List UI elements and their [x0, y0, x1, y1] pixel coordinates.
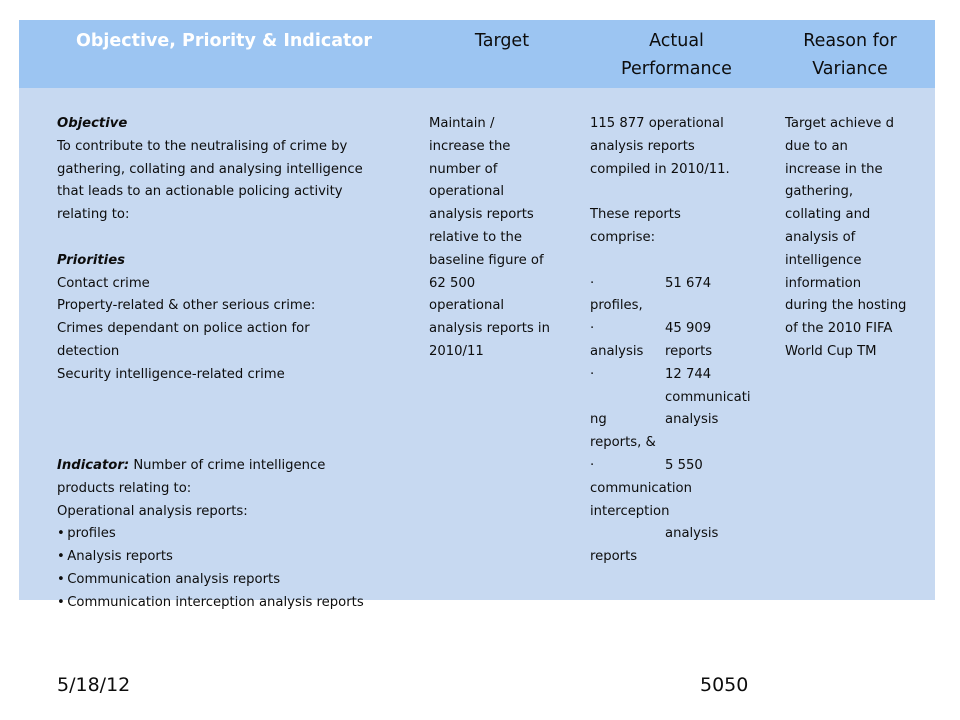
reason-line: analysis of — [785, 229, 856, 245]
target-line: number of — [429, 161, 498, 177]
header-objective: Objective, Priority & Indicator — [75, 31, 373, 51]
priority-line: Contact crime — [57, 275, 150, 291]
reason-line: due to an — [785, 138, 848, 154]
breakdown-row — [590, 364, 770, 387]
breakdown-row — [590, 387, 770, 410]
bullet-dot-icon: • — [57, 571, 65, 587]
reason-line: increase in the — [785, 161, 883, 177]
reason-for-variance-cell — [785, 113, 935, 364]
actual-line: 115 877 operational — [590, 116, 724, 131]
header-reason-for-variance — [765, 27, 935, 83]
breakdown-row — [590, 432, 770, 455]
breakdown-left: profiles, — [590, 298, 643, 314]
objective-line: that leads to an actionable policing activity — [57, 184, 343, 200]
bullet-dot-icon: • — [57, 526, 65, 542]
header-reason-line1: Reason for — [803, 31, 897, 51]
priorities-heading: Priorities — [57, 252, 125, 268]
reason-line: intelligence — [785, 252, 862, 268]
breakdown-right: analysis — [665, 526, 719, 542]
bullet-text: Communication analysis reports — [67, 571, 281, 587]
breakdown-right: reports — [665, 343, 713, 359]
target-line: operational — [429, 184, 505, 200]
table-header-row — [19, 20, 935, 88]
reason-line: collating and — [785, 207, 871, 223]
breakdown-row — [590, 273, 770, 296]
reason-line: gathering, — [785, 184, 854, 200]
breakdown-left: · — [590, 457, 595, 473]
bullet-item — [57, 546, 427, 569]
header-actual-line1: Actual — [649, 31, 704, 51]
reason-line: of the 2010 FIFA — [785, 321, 893, 337]
breakdown-row — [590, 546, 770, 569]
breakdown-right: 12 744 — [665, 366, 712, 382]
reason-line: information — [785, 275, 862, 291]
breakdown-right: 45 909 — [665, 321, 712, 337]
breakdown-left: analysis — [590, 343, 644, 359]
bullet-item — [57, 569, 427, 592]
indicator-text: Number of crime intelligence — [129, 457, 326, 473]
actual-line: comprise: — [590, 229, 656, 245]
breakdown-left: reports — [590, 549, 638, 565]
breakdown-left: · — [590, 275, 595, 291]
target-line: Maintain / — [429, 116, 495, 131]
actual-line: compiled in 2010/11. — [590, 161, 730, 177]
priority-line: Property-related & other serious crime: — [57, 298, 316, 314]
breakdown-row — [590, 295, 770, 318]
breakdown-left: · — [590, 366, 595, 382]
breakdown-right: 5 550 — [665, 457, 703, 473]
breakdown-left: ng — [590, 412, 607, 428]
target-line: analysis reports — [429, 207, 534, 223]
breakdown-right: 51 674 — [665, 275, 712, 291]
actual-line: analysis reports — [590, 138, 695, 154]
actual-line: These reports — [590, 207, 681, 223]
objective-heading: Objective — [57, 116, 128, 131]
footer-date: 5/18/12 — [57, 674, 131, 696]
bullet-item — [57, 592, 427, 615]
bullet-text: profiles — [67, 526, 116, 542]
priority-line: Security intelligence-related crime — [57, 366, 285, 382]
objective-line: gathering, collating and analysing intelligence — [57, 161, 363, 177]
bullet-dot-icon: • — [57, 549, 65, 565]
breakdown-row — [590, 318, 770, 341]
indicator-line: products relating to: — [57, 480, 192, 496]
breakdown-row — [590, 455, 770, 478]
bullet-item — [57, 523, 427, 546]
bullet-dot-icon: • — [57, 594, 65, 610]
actual-performance-cell — [590, 113, 770, 569]
breakdown-left: · — [590, 321, 595, 337]
target-line: relative to the — [429, 229, 523, 245]
breakdown-row — [590, 478, 770, 501]
objective-line: relating to: — [57, 207, 130, 223]
indicator-line — [57, 455, 427, 478]
indicator-line: Operational analysis reports: — [57, 503, 248, 519]
priority-line: detection — [57, 343, 120, 359]
header-reason-line2: Variance — [812, 59, 888, 79]
reason-line: Target achieve d — [785, 116, 894, 131]
objective-line: To contribute to the neutralising of crime by — [57, 138, 348, 154]
target-line: 62 500 — [429, 275, 476, 291]
target-cell — [429, 113, 579, 364]
breakdown-row — [590, 523, 770, 546]
header-actual-performance — [599, 27, 754, 83]
target-line: analysis reports in — [429, 321, 550, 337]
reason-line: World Cup TM — [785, 343, 877, 359]
breakdown-right: analysis — [665, 412, 719, 428]
target-line: operational — [429, 298, 505, 314]
objective-cell — [57, 113, 427, 615]
bullet-text: Communication interception analysis reports — [67, 594, 364, 610]
breakdown-row — [590, 409, 770, 432]
slide-number: 5050 — [700, 674, 749, 696]
table-body-row — [19, 88, 935, 610]
breakdown-right: communicati — [665, 389, 751, 405]
breakdown-row — [590, 501, 770, 524]
reason-line: during the hosting — [785, 298, 907, 314]
breakdown-row — [590, 341, 770, 364]
header-actual-line2: Performance — [621, 59, 732, 79]
header-target: Target — [474, 31, 530, 51]
target-line: 2010/11 — [429, 343, 484, 359]
bullet-text: Analysis reports — [67, 549, 173, 565]
breakdown-left: interception — [590, 503, 670, 519]
breakdown-left: communication — [590, 480, 692, 496]
performance-table — [19, 20, 935, 610]
target-line: baseline figure of — [429, 252, 544, 268]
target-line: increase the — [429, 138, 511, 154]
breakdown-left: reports, & — [590, 435, 656, 451]
priority-line: Crimes dependant on police action for — [57, 321, 310, 337]
indicator-heading: Indicator: — [57, 457, 130, 473]
